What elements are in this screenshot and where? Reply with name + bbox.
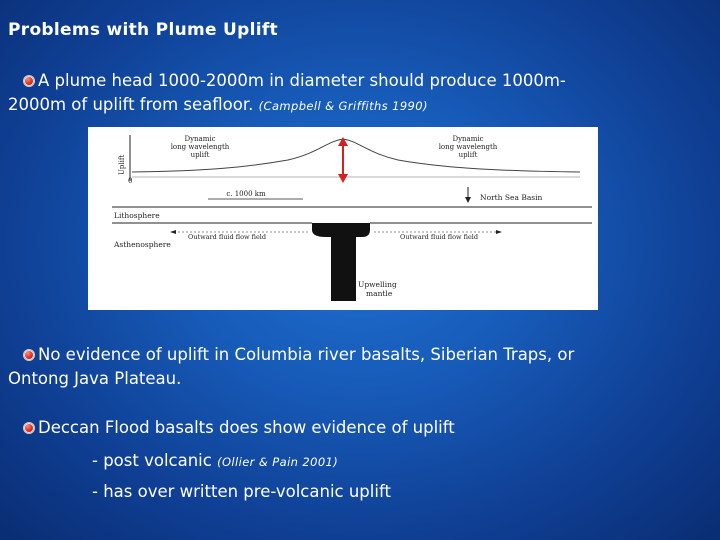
outward-flow-right-head	[496, 230, 502, 234]
lithosphere-label: Lithosphere	[114, 211, 160, 220]
outward-flow-right-label: Outward fluid flow field	[400, 233, 479, 241]
bullet-2	[8, 344, 575, 390]
bullet-1-marker	[24, 76, 34, 86]
bullet-1-citation: (Campbell & Griffiths 1990)	[258, 99, 428, 113]
bullet-3	[24, 417, 455, 439]
bullet-3-marker	[24, 423, 34, 433]
left-dynamic-label-2: long wavelength	[170, 143, 230, 151]
bullet-2-line2: Ontong Java Plateau.	[8, 369, 182, 388]
left-dynamic-label-3: uplift	[190, 151, 210, 159]
outward-flow-left-label: Outward fluid flow field	[188, 233, 267, 241]
bullet-1	[8, 70, 566, 117]
uplift-axis-label: Uplift	[118, 154, 126, 175]
sub-point-1-citation: (Ollier & Pain 2001)	[217, 455, 339, 469]
uplift-arrow-head-top	[338, 137, 348, 146]
bullet-1-line1: A plume head 1000-2000m in diameter should produce 1000m-	[38, 71, 566, 90]
asthenosphere-label: Asthenosphere	[114, 240, 171, 249]
bullet-3-line1: Deccan Flood basalts does show evidence of uplift	[38, 418, 455, 437]
basin-label: North Sea Basin	[480, 193, 543, 202]
right-dynamic-label-1: Dynamic	[452, 135, 484, 143]
bullet-2-marker	[24, 350, 34, 360]
sub-point-1-text: - post volcanic	[92, 451, 212, 470]
bullet-1-line2: 2000m of uplift from seafloor.	[8, 95, 254, 114]
bullet-2-line1: No evidence of uplift in Columbia river basalts, Siberian Traps, or	[38, 345, 575, 364]
upwelling-label-2: mantle	[366, 289, 393, 298]
slide-title: Problems with Plume Uplift	[8, 20, 278, 40]
right-dynamic-label-2: long wavelength	[438, 143, 498, 151]
basin-arrow-head	[465, 197, 471, 203]
upwelling-label-1: Upwelling	[358, 280, 397, 289]
zero-tick-label: 0	[128, 177, 133, 185]
sub-point-1	[92, 451, 338, 470]
left-dynamic-label-1: Dynamic	[184, 135, 216, 143]
sub-point-2-text: - has over written pre-volcanic uplift	[92, 482, 391, 501]
outward-flow-left-head	[170, 230, 176, 234]
sub-point-2	[92, 482, 391, 501]
plume-head	[312, 223, 370, 301]
plume-uplift-figure	[88, 127, 598, 310]
right-dynamic-label-3: uplift	[458, 151, 478, 159]
uplift-arrow-head-bottom	[338, 174, 348, 183]
scale-label: c. 1000 km	[226, 190, 266, 198]
